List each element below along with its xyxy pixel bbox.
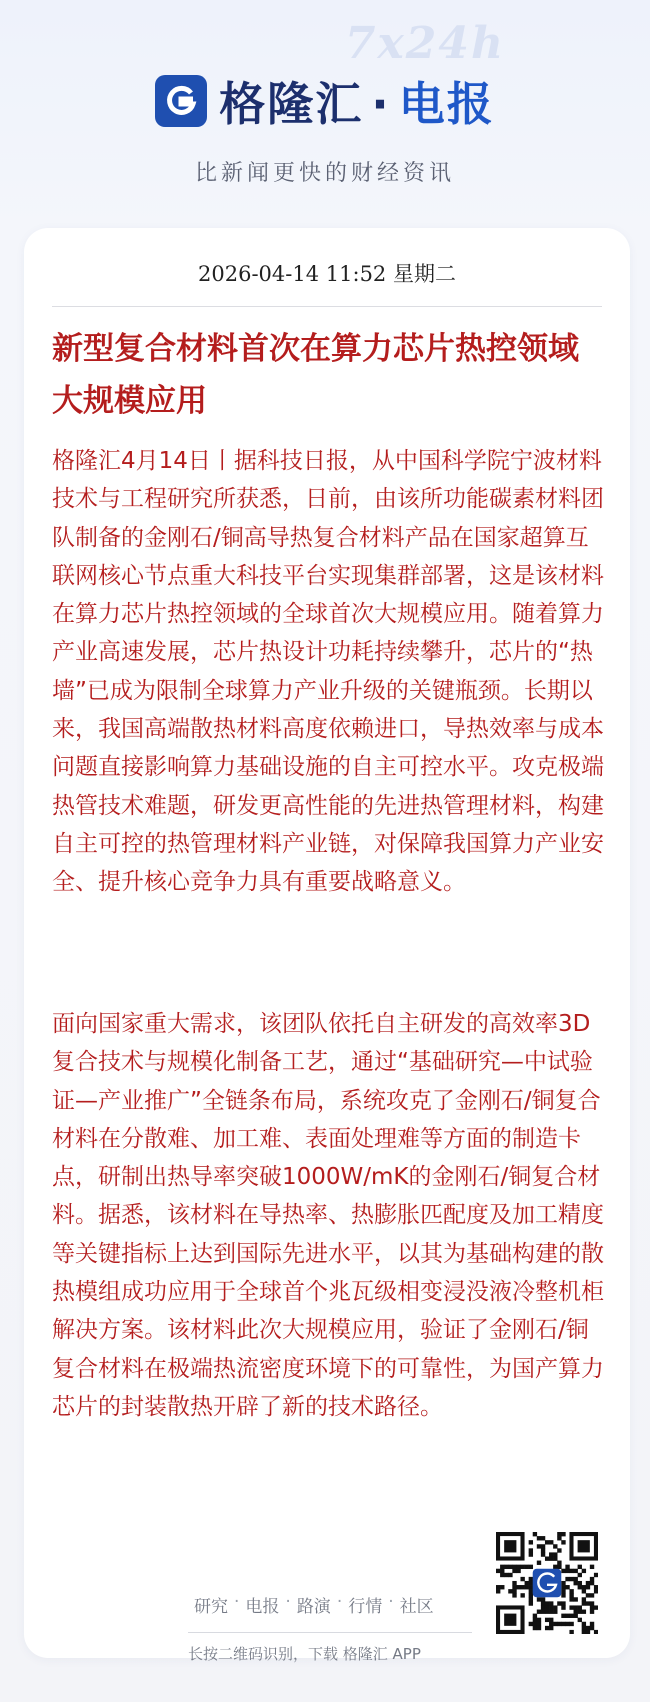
footer-separator: · xyxy=(336,1592,343,1612)
brand-dot: · xyxy=(371,77,391,131)
footer-link-community[interactable]: 社区 xyxy=(399,1597,434,1617)
footer-link-research[interactable]: 研究 xyxy=(194,1597,228,1617)
brand-title xyxy=(219,68,494,134)
footer-link-telegraph[interactable]: 电报 xyxy=(245,1597,280,1617)
article-paragraph-2: 面向国家重大需求，该团队依托自主研发的高效率3D复合技术与规模化制备工艺，通过“基础研究—中试验证—产业推广”全链条布局，系统攻克了金刚石/铜复合材料在分散难、加工难、表面处理难等方面的制造卡点，研制出热导率突破1000W/mK的金刚石/铜复合材料。据悉，该材料在导热率、热膨胀匹配度及加工精度等关键指标上达到国际先进水平，以其为基础构建的散热模组成功应用于全球首个兆瓦级相变浸没液冷整机柜解决方案。该材料此次大规模应用，验证了金刚石/铜复合材料在极端热流密度环境下的可靠性，为国产算力芯片的封装散热开辟了新的技术路径。 xyxy=(52,1011,604,1420)
article-datetime: 2026-04-14 11:52 星期二 xyxy=(198,262,456,286)
footer-separator: · xyxy=(234,1592,240,1612)
article-paragraph-1: 格隆汇4月14日丨据科技日报，从中国科学院宁波材料技术与工程研究所获悉，日前，由该所功能碳素材料团队制备的金刚石/铜高导热复合材料产品在国家超算互联网核心节点重大科技平台实现集群部署，这是该材料在算力芯片热控领域的全球首次大规模应用。随着算力产业高速发展，芯片热设计功耗持续攀升，芯片的“热墙”已成为限制全球算力产业升级的关键瓶颈。长期以来，我国高端散热材料高度依赖进口，导热效率与成本问题直接影响算力基础设施的自主可控水平。攻克极端热管技术难题，研发更高性能的先进热管理材料，构建自主可控的热管理材料产业链，对保障我国算力产业安全、提升核心竞争力具有重要战略意义。 xyxy=(52,448,604,896)
footer-download-note: 长按二维码识别，下载 格隆汇 APP xyxy=(188,1645,421,1663)
divider xyxy=(52,306,602,307)
footer-nav xyxy=(194,1592,434,1617)
footer-divider xyxy=(188,1632,472,1633)
slogan: 比新闻更快的财经资讯 xyxy=(194,161,455,186)
brand-header xyxy=(0,68,650,134)
brand-name: 格隆汇 xyxy=(219,77,364,131)
article-card xyxy=(24,228,630,1658)
footer-separator: · xyxy=(388,1592,394,1612)
brand-channel: 电报 xyxy=(398,77,495,131)
watermark-text: 7x24h xyxy=(344,18,505,69)
qr-code-icon[interactable] xyxy=(496,1532,598,1634)
gelonghui-logo-icon xyxy=(155,75,207,127)
footer-separator: · xyxy=(285,1592,291,1612)
footer-link-market[interactable]: 行情 xyxy=(348,1597,383,1617)
footer-link-roadshow[interactable]: 路演 xyxy=(296,1597,331,1617)
article-title: 新型复合材料首次在算力芯片热控领域大规模应用 xyxy=(52,331,579,419)
